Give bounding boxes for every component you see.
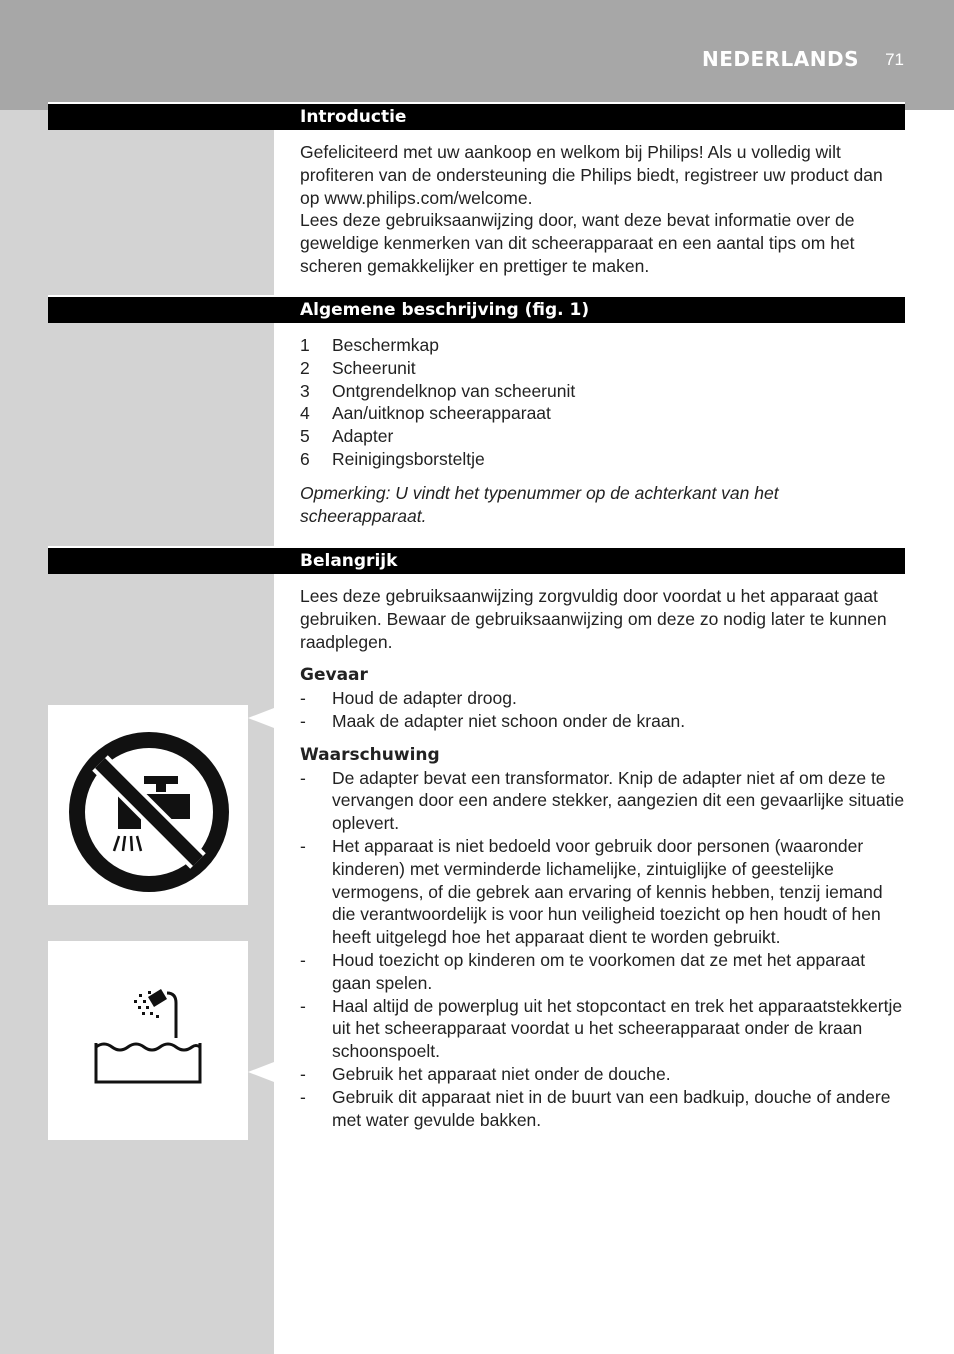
- list-item: [300, 1063, 905, 1086]
- gevaar-list: [300, 687, 905, 733]
- item-number: 5: [300, 426, 310, 447]
- gevaar-heading: Gevaar: [300, 665, 368, 686]
- list-dash: -: [300, 995, 306, 1016]
- intro-paragraph: Lees deze gebruiksaanwijzing zorgvuldig door voordat u het apparaat gaat gebruiken. Bewaar de gebruiksaanwijzing om deze zo nodig later te kunnen raadplegen.: [300, 586, 887, 652]
- list-dash: -: [300, 710, 306, 731]
- item-number: 1: [300, 335, 310, 355]
- section-title: Introductie: [300, 107, 407, 127]
- list-item: [300, 835, 905, 949]
- list-dash: -: [300, 1086, 306, 1107]
- list-dash: -: [300, 767, 306, 788]
- list-item: [300, 687, 905, 710]
- section-header-belangrijk: [48, 546, 905, 574]
- paragraph: Gefeliciteerd met uw aankoop en welkom bij Philips! Als u volledig wilt profiteren van de ondersteuning die Philips biedt, registreer uw product dan op www.philips.com/welcome.: [300, 142, 883, 208]
- item-label: Beschermkap: [332, 335, 439, 355]
- item-number: 4: [300, 403, 310, 424]
- list-item: [300, 448, 905, 471]
- section-title: Algemene beschrijving (fig. 1): [300, 300, 590, 320]
- item-label: Scheerunit: [332, 357, 416, 378]
- section-header-beschrijving: [48, 295, 905, 323]
- list-item: [300, 402, 905, 425]
- item-text: Houd toezicht op kinderen om te voorkomen dat ze met het apparaat gaan spelen.: [332, 949, 866, 993]
- belangrijk-text: [300, 585, 905, 1131]
- item-number: 2: [300, 357, 310, 378]
- item-text: Het apparaat is niet bedoeld voor gebruik door personen (waaronder kinderen) met verminderde lichamelijke, zintuiglijke of geestelijke vermogens, of die gebrek aan ervaring of kennis hebben, tenzij iemand die verantwoordelijk is voor hun veiligheid toezicht op hen houdt of hen heeft uitgelegd hoe het apparaat dient te worden gebruikt.: [332, 835, 883, 948]
- shower-bath-icon: [48, 941, 248, 1140]
- section-header-introductie: [48, 102, 905, 130]
- list-item: [300, 334, 905, 357]
- list-item: [300, 1086, 905, 1132]
- list-item: [300, 380, 905, 403]
- note-text: Opmerking: U vindt het typenummer op de achterkant van het scheerapparaat.: [300, 482, 779, 526]
- item-text: Gebruik het apparaat niet onder de douche.: [332, 1063, 671, 1084]
- paragraph: Lees deze gebruiksaanwijzing door, want deze bevat informatie over de geweldige kenmerken van dit scheerapparaat en een aantal tips om het scheren gemakkelijker en prettiger te maken.: [300, 210, 855, 276]
- item-text: Haal altijd de powerplug uit het stopcontact en trek het apparaatstekkertje uit het scheerapparaat voordat u het scheerapparaat onder de kraan schoonspoelt.: [332, 995, 903, 1062]
- item-text: De adapter bevat een transformator. Knip de adapter niet af om deze te vervangen door een andere stekker, aangezien dit een gevaarlijke situatie oplevert.: [332, 767, 905, 834]
- section-title: Belangrijk: [300, 551, 398, 571]
- item-label: Reinigingsborsteltje: [332, 448, 485, 469]
- list-dash: -: [300, 949, 306, 970]
- list-item: [300, 949, 905, 995]
- parts-list: [300, 334, 905, 471]
- callout-pointer: [248, 708, 274, 728]
- item-label: Adapter: [332, 426, 394, 447]
- page-number: 71: [885, 50, 904, 69]
- list-item: [300, 995, 905, 1063]
- item-label: Ontgrendelknop van scheerunit: [332, 380, 576, 401]
- item-text: Maak de adapter niet schoon onder de kraan.: [332, 710, 686, 731]
- list-dash: -: [300, 688, 306, 709]
- item-number: 3: [300, 380, 310, 401]
- waarschuwing-heading: Waarschuwing: [300, 744, 440, 765]
- callout-pointer: [248, 1062, 274, 1082]
- list-item: [300, 425, 905, 448]
- list-dash: -: [300, 1063, 306, 1084]
- list-item: [300, 710, 905, 733]
- no-water-tap-icon: [48, 705, 248, 905]
- list-item: [300, 357, 905, 380]
- item-text: Houd de adapter droog.: [332, 688, 517, 709]
- item-number: 6: [300, 448, 310, 469]
- introductie-text: [300, 141, 905, 278]
- item-label: Aan/uitknop scheerapparaat: [332, 403, 551, 424]
- language-label: NEDERLANDS: [701, 47, 859, 71]
- list-dash: -: [300, 835, 306, 856]
- beschrijving-text: [300, 334, 905, 527]
- waarschuwing-list: [300, 767, 905, 1132]
- list-item: [300, 767, 905, 835]
- item-text: Gebruik dit apparaat niet in de buurt van een badkuip, douche of andere met water gevulde bakken.: [332, 1086, 891, 1130]
